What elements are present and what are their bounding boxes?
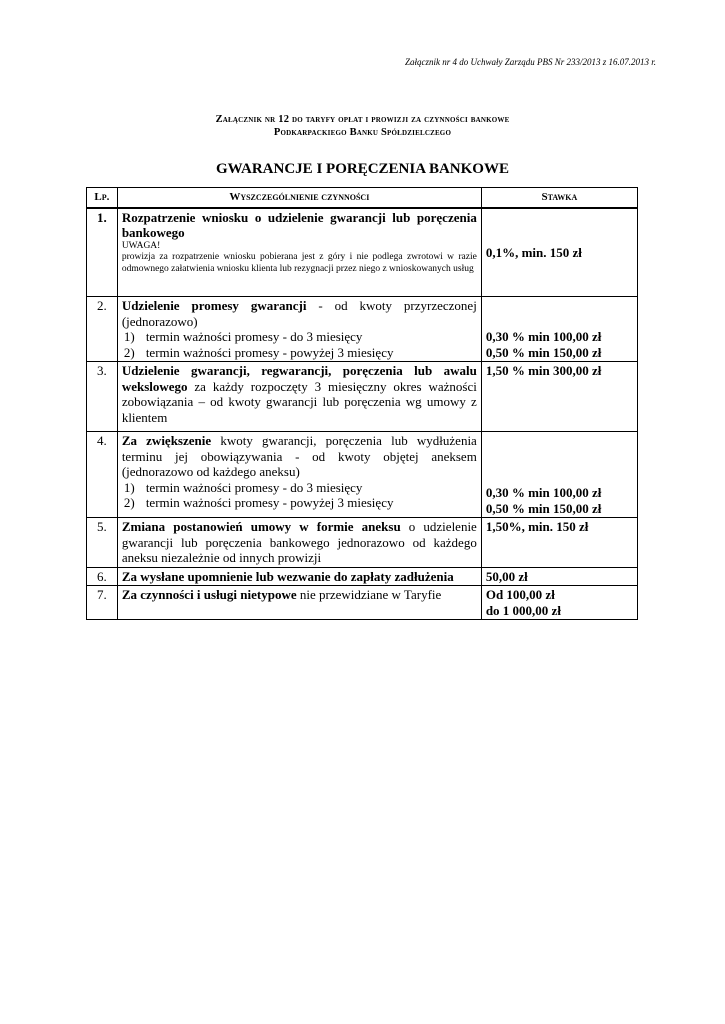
annex-heading: Załącznik nr 12 do taryfy opłat i prowizji za czynności bankowe (215, 114, 510, 125)
row-description-text: nie przewidziane w Taryfie (296, 587, 442, 602)
note-label: UWAGA! (121, 240, 161, 251)
table-row (87, 362, 638, 432)
row-description (117, 297, 481, 362)
row-rate: 50,00 zł (481, 567, 637, 586)
row-description-bold: Udzielenie promesy gwarancji (121, 298, 307, 313)
list-item: 2) termin ważności promesy - powyżej 3 miesięcy (123, 344, 394, 360)
row-description (117, 432, 481, 518)
table-header-row (87, 188, 638, 208)
table-row (87, 208, 638, 297)
row-rate: 1,50%, min. 150 zł (481, 518, 637, 568)
table-row (87, 518, 638, 568)
row-description-text: za każdy rozpoczęty 3 miesięczny okres ważności zobowiązania – od kwoty gwarancji lub poręczenia wg umowy z klientem (121, 378, 477, 425)
row-description (117, 567, 481, 586)
list-item: 1) termin ważności promesy - do 3 miesięcy (123, 479, 363, 495)
bank-name-heading: Podkarpackiego Banku Spółdzielczego (273, 127, 452, 138)
row-number: 1. (87, 208, 118, 297)
table-row (87, 586, 638, 620)
note-text: prowizja za rozpatrzenie wniosku pobierana jest z góry i nie podlega zwrotowi w razie odmownego załatwienia wniosku klienta lub rezygnacji przez niego z wnioskowanych usług (121, 252, 477, 274)
row-number: 2. (87, 297, 118, 362)
row-description-bold: Za zwiększenie (121, 433, 212, 448)
list-item: 2) termin ważności promesy - powyżej 3 miesięcy (123, 495, 394, 510)
page-title: GWARANCJE I PORĘCZENIA BANKOWE (216, 161, 509, 177)
row-number: 4. (87, 432, 118, 518)
row-description-bold: Za czynności i usługi nietypowe (121, 587, 297, 602)
row-description-bold: Zmiana postanowień umowy w formie aneksu (121, 519, 401, 534)
row-description-text: kwoty gwarancji, poręczenia lub wydłużenia terminu jej obowiązywania - od kwoty objętej aneksem (jednorazowo od każdego aneksu) (121, 433, 477, 479)
row-rate: 1,50 % min 300,00 zł (481, 362, 637, 432)
row-number: 3. (87, 362, 118, 432)
row-description-bold: Za wysłane upomnienie lub wezwanie do zapłaty zadłużenia (121, 568, 454, 584)
row-rate: 0,30 % min 100,00 zł 0,50 % min 150,00 zł (481, 297, 637, 362)
list-item: 1) termin ważności promesy - do 3 miesięcy (123, 329, 363, 344)
row-number: 5. (87, 518, 118, 568)
fees-table (86, 187, 638, 620)
row-description-text: - od kwoty przyrzeczonej (jednorazowo) (121, 298, 477, 329)
row-rate: 0,30 % min 100,00 zł 0,50 % min 150,00 zł (481, 432, 637, 518)
row-description (117, 208, 481, 297)
row-description-bold: Rozpatrzenie wniosku o udzielenie gwarancji lub poręczenia bankowego (121, 209, 477, 240)
header-note: Załącznik nr 4 do Uchwały Zarządu PBS Nr 233/2013 z 16.07.2013 r. (404, 57, 656, 67)
row-number: 7. (87, 586, 118, 620)
header-lp: Lp. (87, 188, 118, 208)
row-description (117, 586, 481, 620)
row-rate: Od 100,00 zł do 1 000,00 zł (481, 586, 637, 620)
row-description-text: o udzielenie gwarancji lub poręczenia bankowego jednorazowo od każdego aneksu niezależnie od innych prowizji (121, 519, 477, 565)
table-row (87, 567, 638, 586)
row-description (117, 362, 481, 432)
table-row (87, 297, 638, 362)
table-row (87, 432, 638, 518)
header-description: Wyszczególnienie czynności (117, 188, 481, 208)
row-rate: 0,1%, min. 150 zł (481, 208, 637, 297)
row-description (117, 518, 481, 568)
row-description-bold: Udzielenie gwarancji, regwarancji, poręczenia lub awalu wekslowego (121, 363, 477, 394)
row-number: 6. (87, 567, 118, 586)
header-rate: Stawka (481, 188, 637, 208)
